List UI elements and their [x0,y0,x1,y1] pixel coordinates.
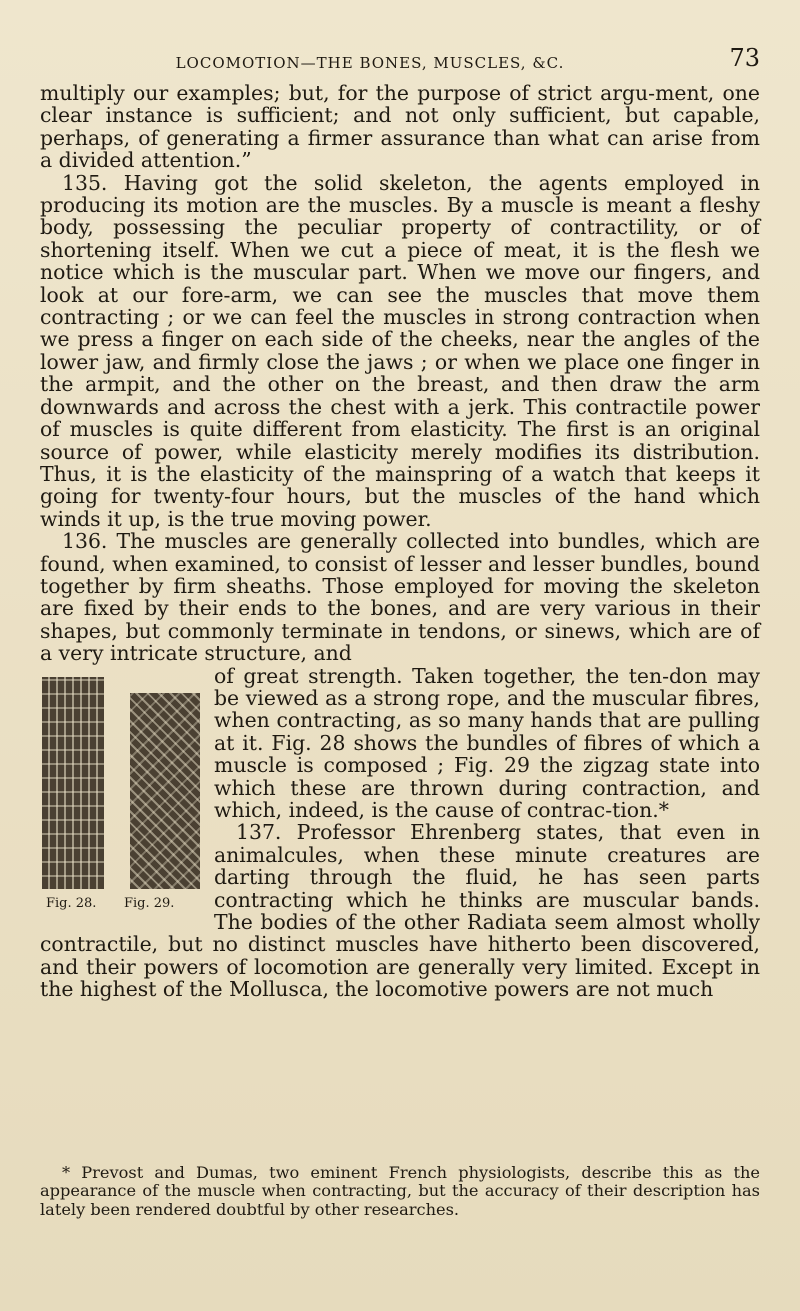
fig-29-caption: Fig. 29. [124,895,175,911]
paragraph-continued: multiply our examples; but, for the purpose of strict argu-ment, one clear instance is sufficient; and not only sufficient, but capable, perhaps, of generating a firmer assurance than what can arise from a divided attention.” [40,81,760,173]
fig-28-caption: Fig. 28. [46,895,97,911]
body-text [40,82,760,1001]
muscle-fibre-bundles-illustration [42,677,104,889]
muscle-figures [40,665,200,917]
contracted-fibres-illustration [130,693,200,889]
paragraph-136-part1: 136. The muscles are generally collected into bundles, which are found, when examined, to consist of lesser and lesser bundles, bound together by firm sheaths. Those employed for moving the skeleton are fixed by their ends to the bones, and are very various in their shapes, but commonly terminate in tendons, or sinews, which are of a very intricate structure, and [40,529,760,666]
page-number: 73 [729,44,760,72]
paragraph-136-part2: of great strength. Taken together, the ten-don may be viewed as a strong rope, and the muscular fibres, when contracting, as so many hands that are pulling at it. Fig. 28 shows the bundles of fibres of which a muscle is composed ; Fig. 29 the zigzag state into which these are thrown during contraction, and which, indeed, is the cause of contrac-tion.* [214,663,760,822]
paragraph-135: 135. Having got the solid skeleton, the agents employed in producing its motion are the muscles. By a muscle is meant a fleshy body, possessing the peculiar property of contractility, or of shortening itself. When we cut a piece of meat, it is the flesh we notice which is the muscular part. When we move our fingers, and look at our fore-arm, we can see the muscles that move them contracting ; or we can feel the muscles in strong contraction when we press a finger on each side of the cheeks, near the angles of the lower jaw, and firmly close the jaws ; or when we place one finger in the armpit, and the other on the breast, and then draw the arm downwards and across the chest with a jerk. This contractile power of muscles is quite different from elasticity. The first is an original source of power, while elasticity merely modifies its distribution. Thus, it is the elasticity of the mainspring of a watch that keeps it going for twenty-four hours, but the muscles of the hand which winds it up, is the true moving power. [40,170,760,531]
page-header [40,44,760,74]
running-head: LOCOMOTION—THE BONES, MUSCLES, &C. [175,54,565,72]
footnote: * Prevost and Dumas, two eminent French physiologists, describe this as the appearance of the muscle when contracting, but the accuracy of their description has lately been rendered doubtful by other researches. [40,1163,760,1219]
paragraph-137: 137. Professor Ehrenberg states, that even in animalcules, when these minute creatures are darting through the fluid, he has seen parts contracting which he thinks are muscular bands. The bodies of the other Radiata seem almost wholly contractile, but no distinct muscles have hitherto been discovered, and their powers of locomotion are generally very limited. Except in the highest of the Mollusca, the locomotive powers are not much [40,820,760,1002]
